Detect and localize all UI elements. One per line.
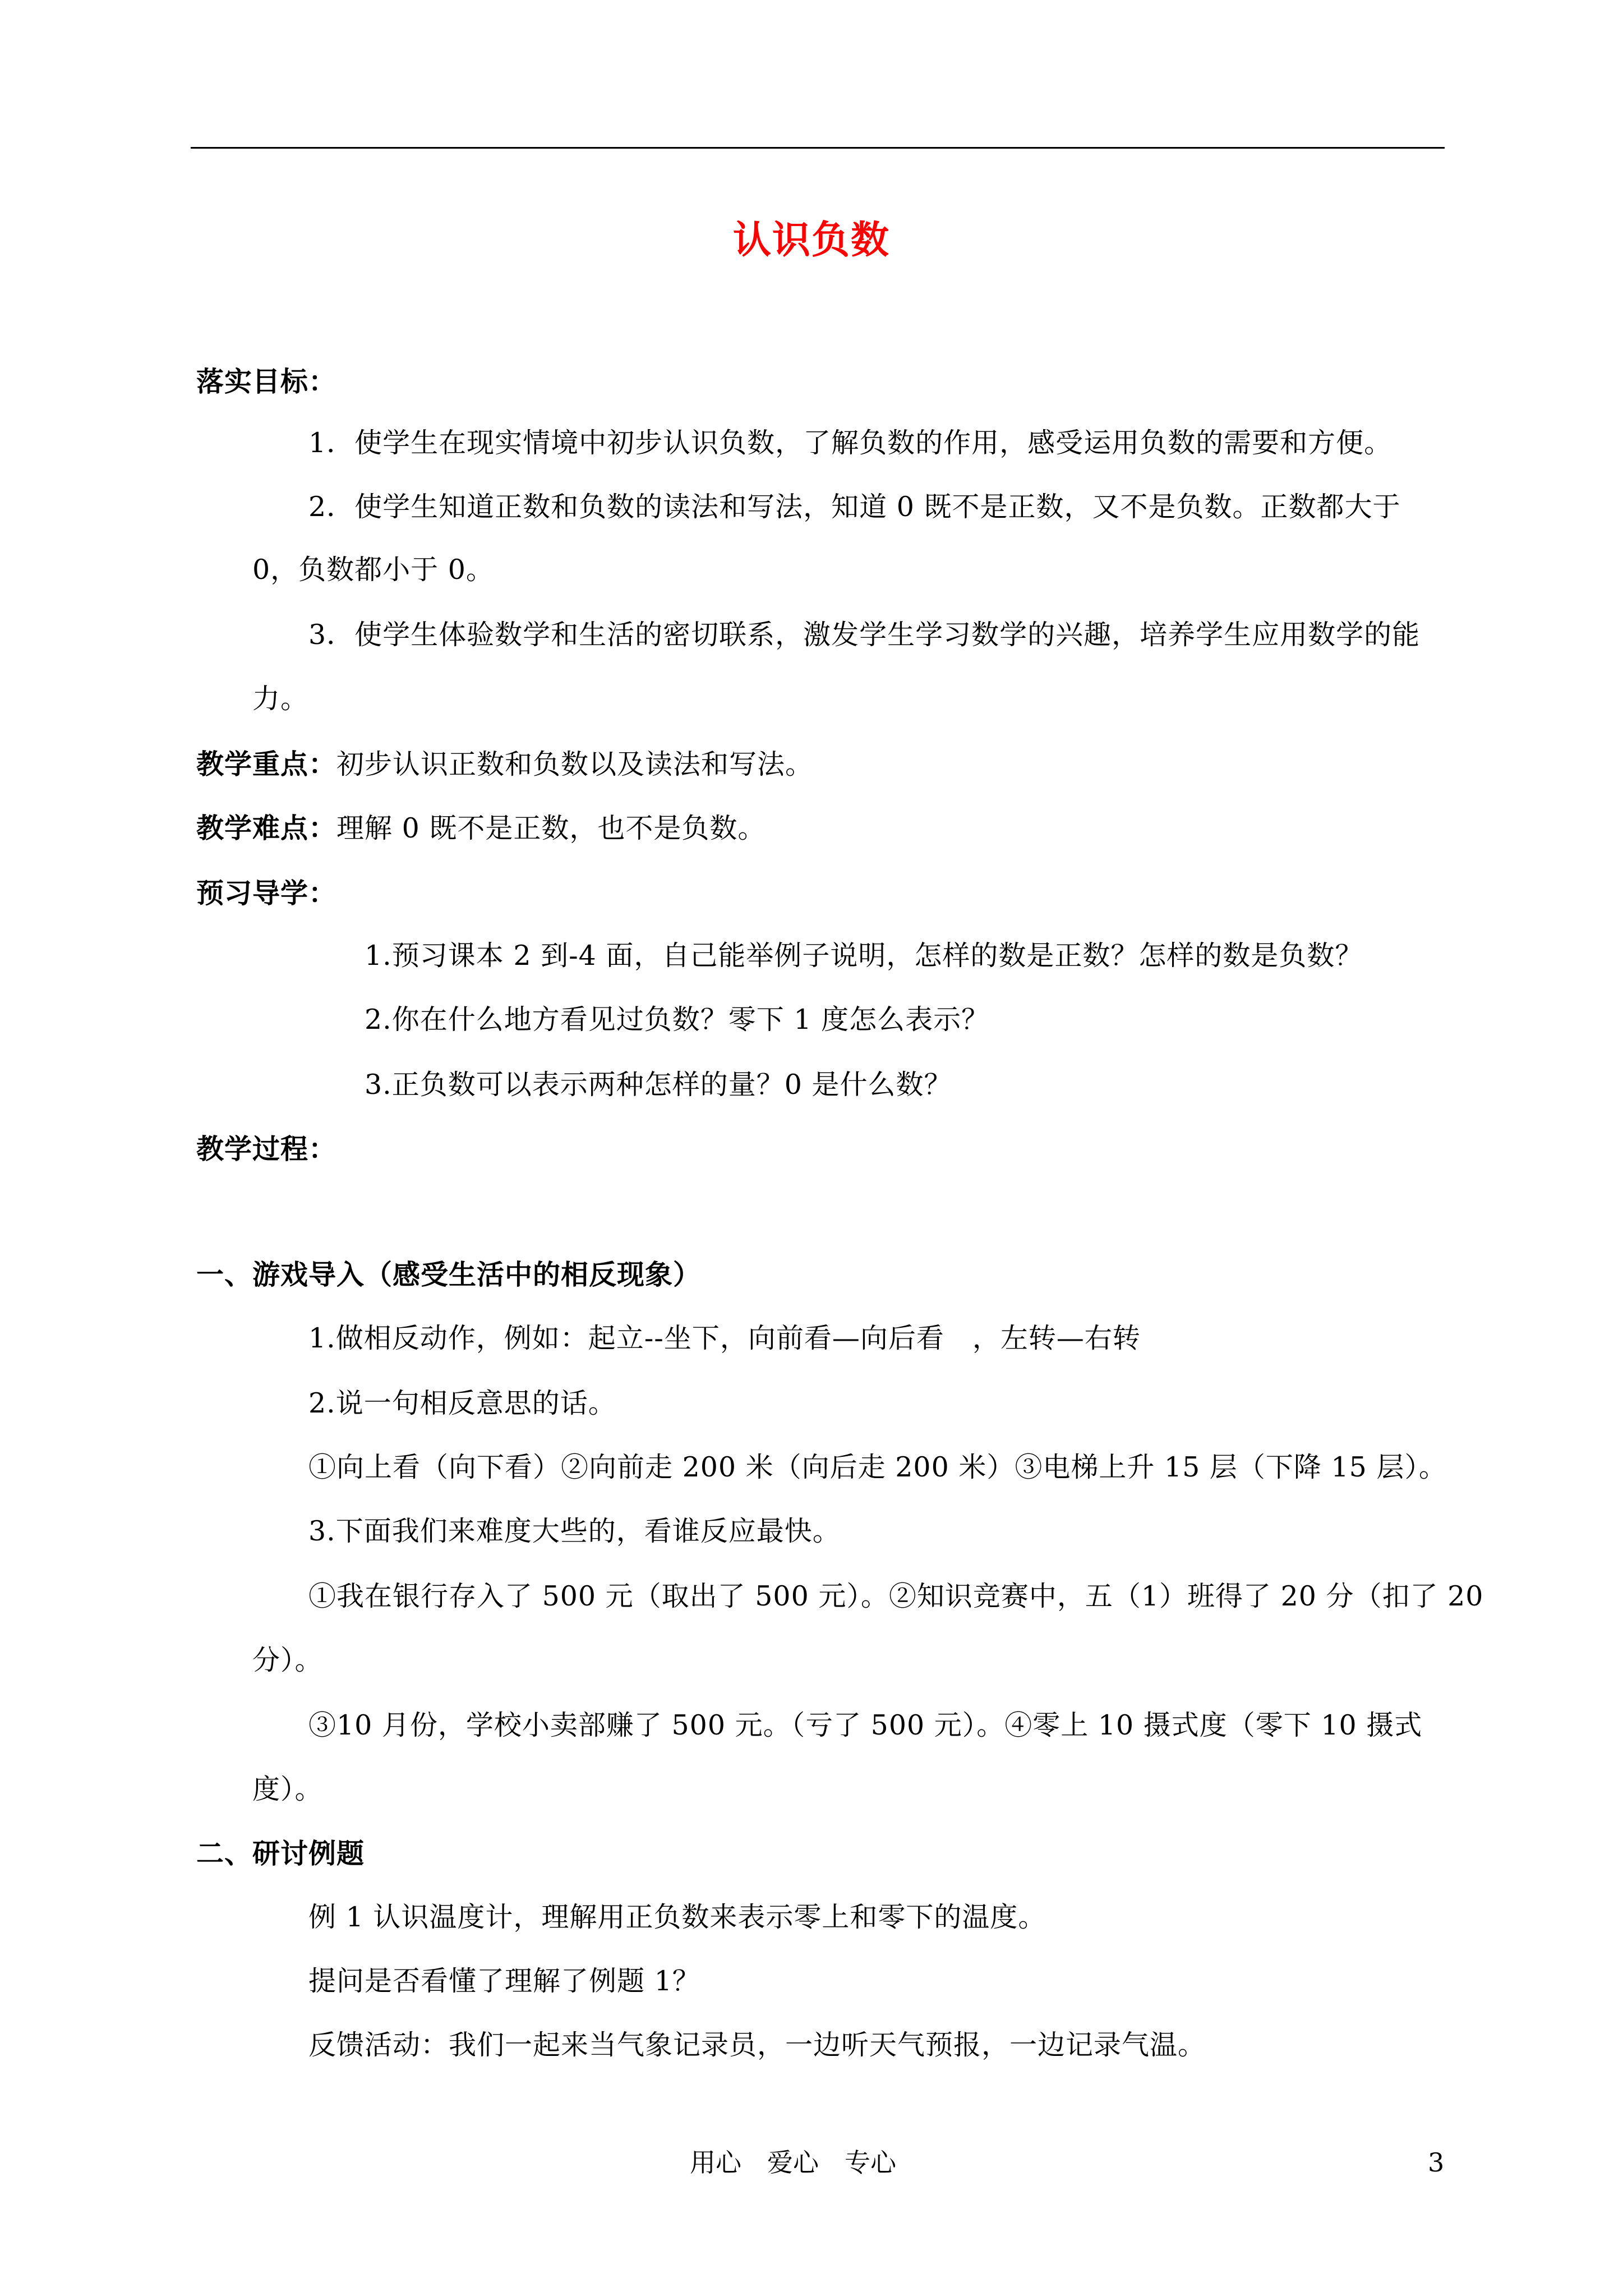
- section1-line: 2.说一句相反意思的话。: [308, 1387, 616, 1419]
- objectives-heading: 落实目标：: [196, 365, 337, 398]
- preview-item: 2.你在什么地方看见过负数？零下 1 度怎么表示？: [365, 1004, 990, 1036]
- page-number: 3: [1428, 2147, 1445, 2178]
- section1-line: ③10 月份，学校小卖部赚了 500 元。（亏了 500 元）。④零上 10 摄式度（零下 10 摄式: [308, 1709, 1423, 1741]
- objective-line: 3．使学生体验数学和生活的密切联系，激发学生学习数学的兴趣，培养学生应用数学的能: [308, 619, 1421, 651]
- difficulty-text: 理解 0 既不是正数，也不是负数。: [336, 812, 766, 844]
- section1-line: 3.下面我们来难度大些的，看谁反应最快。: [308, 1515, 841, 1547]
- section1-line: ①向上看（向下看）②向前走 200 米（向后走 200 米）③电梯上升 15 层（下降 15 层）。: [308, 1451, 1447, 1483]
- preview-item: 3.正负数可以表示两种怎样的量？0 是什么数？: [365, 1069, 952, 1101]
- footer-motto: 用心 爱心 专心: [690, 2147, 896, 2178]
- objective-line: 2．使学生知道正数和负数的读法和写法，知道 0 既不是正数，又不是负数。正数都大于: [308, 491, 1401, 523]
- page-title: 认识负数: [732, 218, 890, 263]
- preview-item: 1.预习课本 2 到-4 面，自己能举例子说明，怎样的数是正数？怎样的数是负数？: [365, 940, 1363, 972]
- objective-line: 0，负数都小于 0。: [252, 554, 494, 586]
- section2-line: 例 1 认识温度计，理解用正负数来表示零上和零下的温度。: [308, 1901, 1046, 1933]
- section2-line: 反馈活动：我们一起来当气象记录员，一边听天气预报，一边记录气温。: [308, 2029, 1206, 2061]
- preview-heading: 预习导学：: [196, 877, 337, 909]
- section1-heading: 一、游戏导入（感受生活中的相反现象）: [196, 1258, 702, 1291]
- header-rule: [191, 147, 1445, 149]
- key-point-text: 初步认识正数和负数以及读法和写法。: [336, 748, 814, 780]
- section2-heading: 二、研讨例题: [196, 1837, 365, 1870]
- section2-line: 提问是否看懂了理解了例题 1？: [308, 1965, 700, 1997]
- key-point: [196, 746, 813, 783]
- process-heading: 教学过程：: [196, 1133, 337, 1165]
- section1-line: ①我在银行存入了 500 元（取出了 500 元）。②知识竞赛中，五（1）班得了 20 分（扣了 20: [308, 1580, 1484, 1612]
- objective-line: 力。: [252, 683, 309, 715]
- objective-line: 1．使学生在现实情境中初步认识负数，了解负数的作用，感受运用负数的需要和方便。: [308, 427, 1393, 459]
- section1-line: 度）。: [252, 1773, 323, 1805]
- difficulty-label: 教学难点：: [196, 812, 337, 844]
- key-point-label: 教学重点：: [196, 748, 337, 780]
- section1-line: 1.做相反动作，例如：起立--坐下，向前看—向后看 ，左转—右转: [308, 1322, 1141, 1354]
- section1-line: 分）。: [252, 1644, 323, 1676]
- difficulty: [196, 810, 766, 846]
